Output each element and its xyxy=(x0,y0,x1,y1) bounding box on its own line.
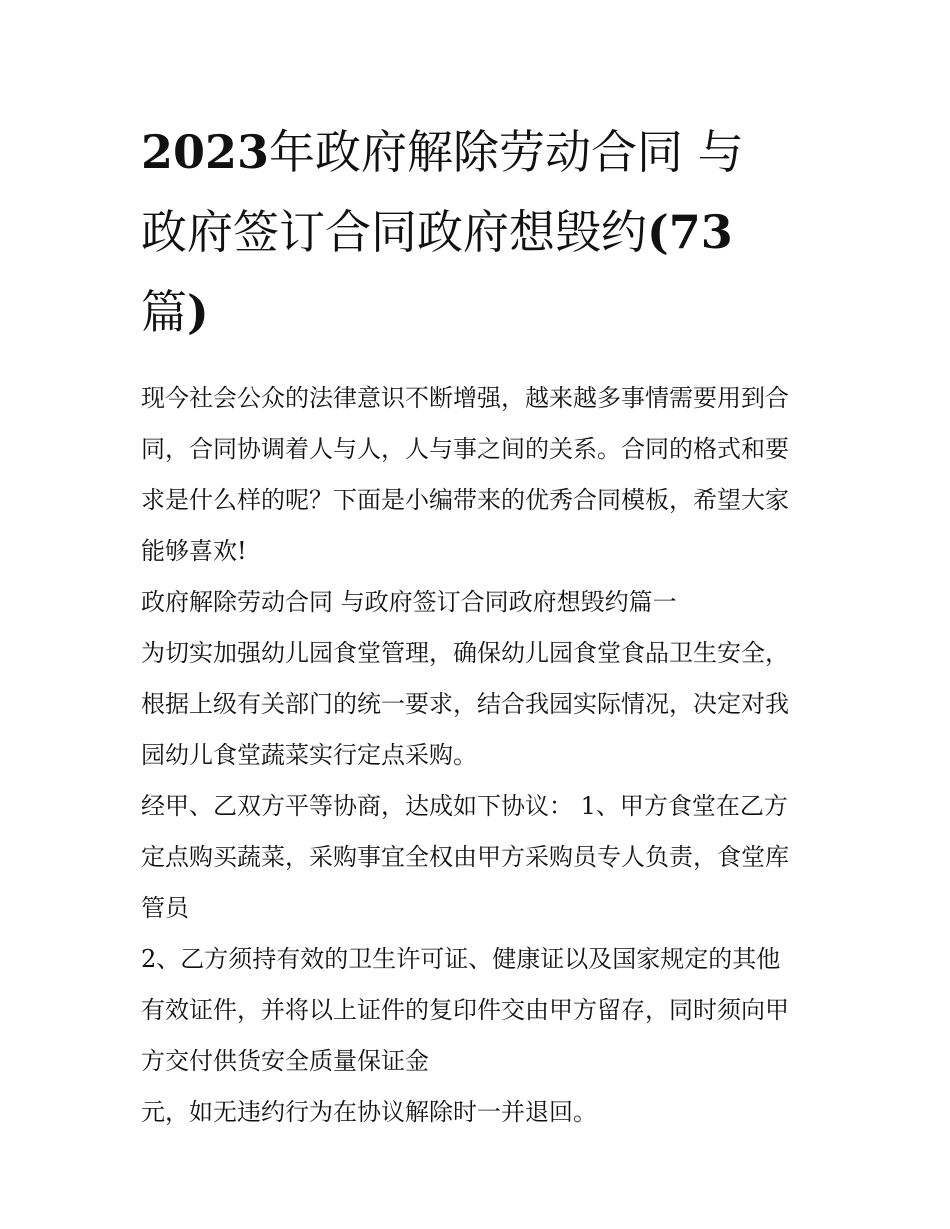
title-year: 2023 xyxy=(141,125,270,179)
paragraph-line: 管员 xyxy=(141,894,189,922)
paragraph-line: 能够喜欢! xyxy=(141,537,247,565)
paragraph-line: 定点购买蔬菜，采购事宜全权由甲方采购员专人负责，食堂库 xyxy=(141,843,789,871)
paragraph-line: 有效证件，并将以上证件的复印件交由甲方留存，同时须向甲 xyxy=(141,996,789,1024)
section-heading xyxy=(141,577,813,628)
purpose-paragraph xyxy=(141,628,813,781)
title-line-3-text: 篇 xyxy=(141,285,187,339)
paragraph-line: 经甲、乙双方平等协商，达成如下协议： 1、甲方食堂在乙方 xyxy=(141,792,788,820)
title-count-open: (73 xyxy=(647,205,733,259)
paragraph-line: 方交付供货安全质量保证金 xyxy=(141,1047,429,1075)
paragraph-line: 同，合同协调着人与人，人与事之间的关系。合同的格式和要 xyxy=(141,435,789,463)
title-line-3 xyxy=(141,272,813,352)
document-content xyxy=(141,112,813,1138)
title-line-1 xyxy=(141,112,813,192)
title-line-2-text: 政府签订合同政府想毁约 xyxy=(141,205,647,259)
title-count-close: ) xyxy=(187,285,209,339)
section-heading-text: 政府解除劳动合同 与政府签订合同政府想毁约篇一 xyxy=(141,588,677,616)
deposit-paragraph xyxy=(141,1087,813,1138)
title-line-1-text: 年政府解除劳动合同 与 xyxy=(269,125,744,179)
clause-1-paragraph xyxy=(141,781,813,934)
paragraph-line: 求是什么样的呢？下面是小编带来的优秀合同模板，希望大家 xyxy=(141,486,789,514)
title-line-2 xyxy=(141,192,813,272)
paragraph-line: 园幼儿食堂蔬菜实行定点采购。 xyxy=(141,741,477,769)
paragraph-line: 2、乙方须持有效的卫生许可证、健康证以及国家规定的其他 xyxy=(141,945,781,973)
document-body xyxy=(141,373,813,1138)
document-title xyxy=(141,112,813,352)
paragraph-line: 根据上级有关部门的统一要求，结合我园实际情况，决定对我 xyxy=(141,690,789,718)
clause-2-paragraph xyxy=(141,934,813,1087)
intro-paragraph xyxy=(141,373,813,577)
paragraph-line: 现今社会公众的法律意识不断增强，越来越多事情需要用到合 xyxy=(141,384,789,412)
paragraph-line: 为切实加强幼儿园食堂管理，确保幼儿园食堂食品卫生安全， xyxy=(141,639,789,667)
paragraph-line: 元，如无违约行为在协议解除时一并退回。 xyxy=(141,1098,597,1126)
